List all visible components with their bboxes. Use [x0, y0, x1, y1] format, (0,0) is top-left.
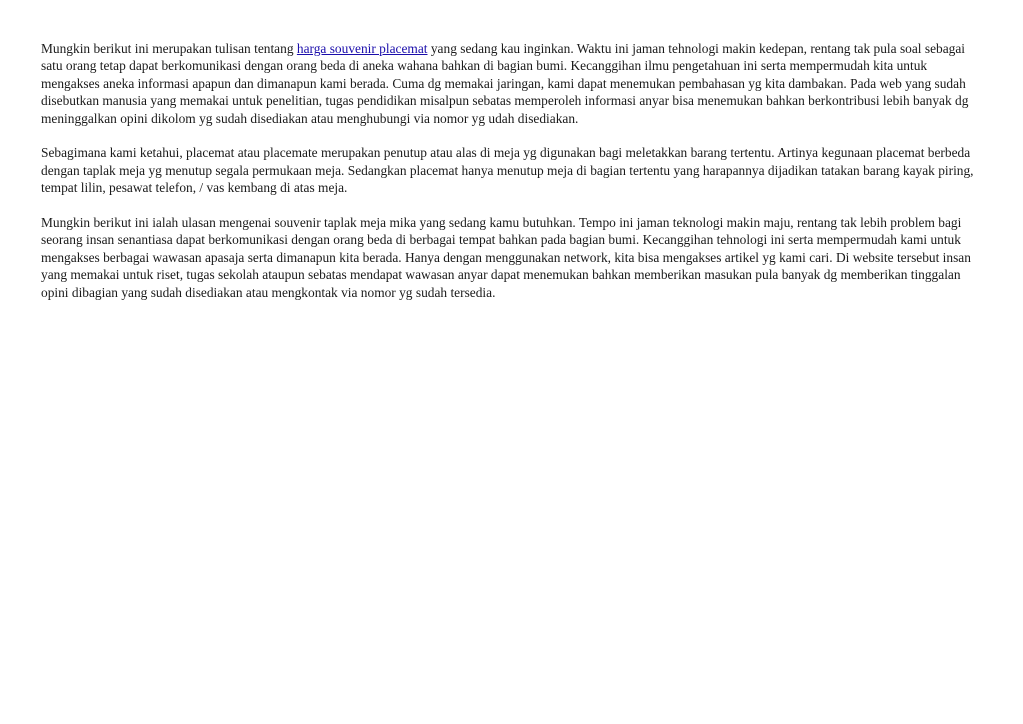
paragraph-3: Mungkin berikut ini ialah ulasan mengenai souvenir taplak meja mika yang sedang kamu butuhkan. Tempo ini jaman teknologi makin maju, rentang tak lebih problem bagi seorang insan senantiasa dapat berkomunikasi dengan orang beda di berbagai tempat bahkan pada bagian bumi. Kecanggihan tehnologi ini serta mempermudah kami untuk mengakses berbagai wawasan apasaja serta dimanapun kita berada. Hanya dengan menggunakan network, kita bisa mengakses artikel yg kami cari. Di website tersebut insan yang memakai untuk riset, tugas sekolah ataupun sebatas mendapat wawasan anyar dapat menemukan bahkan memberikan masukan pula banyak dg memberikan tinggalan opini dibagian yang sudah disediakan atau mengkontak via nomor yg sudah tersedia.	[41, 215, 971, 300]
paragraph-1-before-link: Mungkin berikut ini merupakan tulisan tentang	[41, 41, 297, 56]
paragraph-1	[41, 40, 981, 127]
paragraph-2: Sebagimana kami ketahui, placemat atau placemate merupakan penutup atau alas di meja yg digunakan bagi meletakkan barang tertentu. Artinya kegunaan placemat berbeda dengan taplak meja yg menutup segala permukaan meja. Sedangkan placemat hanya menutup meja di bagian tertentu yang harapannya dijadikan tatakan barang kayak piring, tempat lilin, pesawat telefon, / vas kembang di atas meja.	[41, 145, 974, 196]
document-page	[41, 40, 981, 318]
harga-souvenir-placemat-link[interactable]: harga souvenir placemat	[296, 41, 428, 56]
paragraph-1-after-link: yang sedang kau inginkan. Waktu ini jaman tehnologi makin kedepan, rentang tak pula soal sebagai satu orang tetap dapat berkomunikasi dengan orang beda di aneka wahana bahkan di bagian bumi. Kecanggihan ilmu pengetahuan ini serta mempermudah kita untuk mengakses aneka informasi apapun dan dimanapun kami berada. Cuma dg memakai jaringan, kami dapat menemukan pembahasan yg kita dambakan. Pada web yang sudah disebutkan manusia yang memakai untuk penelitian, tugas pendidikan misalpun sebatas memperoleh informasi anyar bisa menemukan bahkan berkontribusi lebih banyak dg meninggalkan opini dikolom yg sudah disediakan atau menghubungi via nomor yg udah disediakan.	[41, 41, 969, 126]
